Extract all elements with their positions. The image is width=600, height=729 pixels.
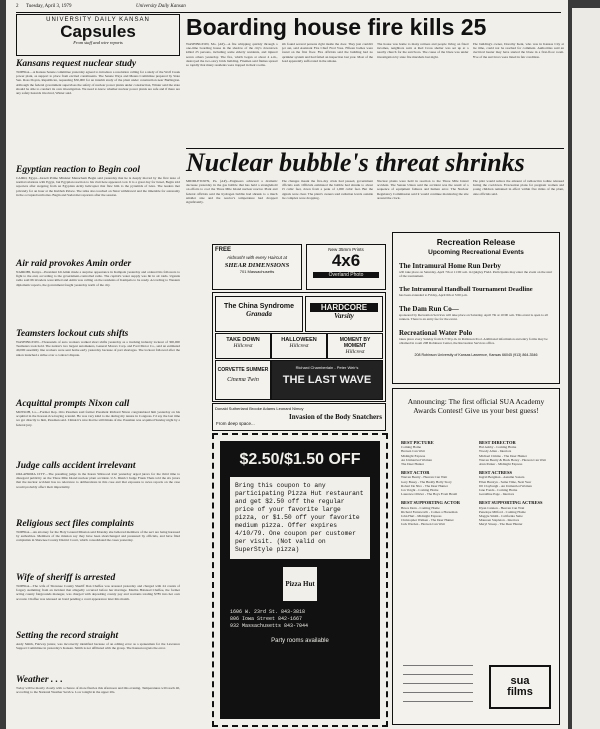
recreation-footer: 208 Robinson University of Kansas Lawrence, Kansas 66045 (913) 864-3546	[414, 353, 538, 357]
movie-venue: Richard Chamberlain - Peter Weir's	[295, 365, 359, 370]
nominee: Geraldine Page - Interiors	[479, 492, 515, 497]
movie-ads	[212, 292, 386, 402]
overland-name: Overland Photo	[313, 272, 379, 278]
nuclear-story-columns	[186, 179, 564, 237]
nominee: Midnight Express	[401, 453, 426, 458]
story-headline: Air raid provokes Amin order	[16, 259, 132, 269]
nominee: Christopher Walken - The Deer Hunter	[401, 518, 454, 523]
nominee: Ellen Burstyn - Same Time, Next Year	[479, 479, 532, 484]
nominee: Hal Ashby - Coming Home	[479, 445, 517, 450]
story-column: The pilot would reduce the amount of radioactive iodine released during the cooldown. Evacuation plans for pregnant women and young children remained in effect within five miles of the plant, state officials said.	[472, 179, 564, 196]
story-column: MIDDLETOWN, Pa. (AP)—Engineers achieved a dramatic decrease yesterday in the gas bubble that has held a stranglehold on efforts to cool the Three Mile Island nuclear reactor. Plant and federal officials said the hydrogen bubble had shrunk to a much smaller size and the reactor's temperature had dropped significantly.	[186, 179, 278, 205]
story-body: NAIROBI, Kenya—President Idi Amin made a surprise appearance in Kampala yesterday and ordered his followers to fight to the end, according to the government-controlled radio. The capital's water supply was hit in air raids. Uganda radio said 66 invaders were killed and Amin was calling on the residents of Kampala to be ready. According to Western diplomatic reports, the government fought yesterday north of the city.	[16, 270, 180, 287]
movie-venue: Hillcrest	[345, 349, 365, 355]
main-stories	[186, 14, 564, 725]
nominee: An Unmarried Woman	[401, 457, 432, 462]
story-body: Andy Smith, Fairway junior, was incorrectly identified because of an editing error as a spokesman for the Lawrence Support Committee in yesterday's Kansan. Smith is not affiliated with the group. The Kansan regrets the error.	[16, 642, 180, 651]
capsules-title: Capsules	[60, 22, 136, 41]
sua-films-logo	[489, 665, 551, 709]
issue-date: Tuesday, April 3, 1979	[26, 4, 72, 9]
fire-headline: Boarding house fire kills 25	[186, 14, 487, 40]
story-body: TOPEKA—The wife of Shawnee County Sheriff Dan Chaffee was arrested yesterday and charged with 24 counts of forgery stemming from an incident that allegedly occurred before her marriage. Martha Halstead Chaffee, the former acting county fairgrounds manager, was charged with depositing county pay and warrants totaling $785 into her own account. Chaffee was released on bond pending a court appearance later this month.	[16, 584, 180, 601]
ballot-categories	[401, 441, 551, 527]
pizza-coupon[interactable]	[212, 433, 388, 727]
capsule-story	[16, 461, 180, 516]
story-column: We found several persons right inside the door. They just couldn't get out, said Assistant Fire Chief Fred Voss. Fifteen bodies were found on the first floor. Fire officials said the building had no sprinkler system and had failed an inspection last year. Most of the dead apparently suffocated in the smoke.	[281, 42, 373, 63]
movie-ad	[215, 360, 271, 400]
film-title: Invasion of the Body Snatchers	[289, 413, 382, 421]
nominee: Penelope Milford - Coming Home	[479, 509, 526, 514]
story-body: MOSSOH, La.—Former Rep. Otto Passman said former President Richard Nixon congratulated him yesterday on his acquittal in the Korean rice-buying scandal. He was very kind to me during my tenure in Congress. I'd say the last time we got directly to him, Passman said. I think it's nice that he still thinks of me. Passman was acquitted Sunday night by a federal jury.	[16, 410, 180, 427]
capsule-story	[16, 675, 180, 708]
story-column: Nuclear plants were held in reaction to the Three Mile Island accident. The Senate Union said the accident was the result of a sequence of equipment failures and human error. The Nuclear Regulatory Commission said it would continue monitoring the site around the clock.	[377, 179, 469, 200]
recreation-events	[393, 262, 559, 350]
movie-venue: Granada	[246, 310, 272, 318]
running-head	[16, 3, 561, 13]
story-body: TOPEKA—A Kansas Senate committee yesterday agreed to introduce a resolution calling for a study of the Wolf Creek power plant, as support to place from excited constituents. The Senate Ways and Means Committee prepared by State Sen. Ross Doyen, Republican, requesting $50,000 for an interim study of the plant under construction near Burlington. Although the federal government supervises the safety of nuclear power plants under construction, Winter said the state should be able to conduct its own investigation. We need to know whether nuclear power plants are safe and if there are any safety hazards involved, Winter said.	[16, 70, 180, 96]
capsule-story	[16, 399, 180, 458]
story-headline: Setting the record straight	[16, 631, 119, 641]
capsules-kicker: UNIVERSITY DAILY KANSAN	[46, 17, 150, 23]
pizza-hut-logo: Pizza Hut	[283, 567, 317, 601]
coupon-offer: $2.50/$1.50 OFF	[239, 451, 361, 468]
recreation-title: Recreation Release	[436, 237, 516, 247]
movie-title: TAKE DOWN	[226, 337, 260, 343]
nominee: Warren Beatty - Heaven Can Wait	[401, 475, 448, 480]
ballot-category[interactable]	[479, 441, 551, 466]
nominee: Alan Parker - Midnight Express	[479, 462, 523, 467]
nominee: Jill Clayburgh - An Unmarried Woman	[479, 483, 532, 488]
sua-academy-awards-ad	[392, 388, 560, 725]
overland-line1: New 35mm Prints	[328, 247, 364, 252]
shear-text: Airbrush! with every Haircut at	[226, 255, 288, 260]
movie-venue: Hillcrest	[289, 343, 309, 349]
category-name: BEST PICTURE	[401, 440, 434, 445]
nominee: Jon Voight - Coming Home	[401, 488, 439, 493]
nominee: Maggie Smith - California Suite	[479, 514, 523, 519]
movie-venue: Cinema Twin	[227, 377, 259, 383]
movie-title: HARDCORE	[310, 303, 378, 312]
category-name: BEST ACTOR	[401, 470, 430, 476]
nominee: Bruce Dern - Coming Home	[401, 505, 440, 510]
category-name: BEST SUPPORTING ACTOR	[401, 500, 460, 506]
nominee: Gary Busey - The Buddy Holly Story	[401, 479, 452, 484]
cast-line: Donald Sutherland Brooke Adams Leonard Nimoy	[215, 406, 304, 411]
nominee: Richard Farnsworth - Comes a Horseman	[401, 509, 458, 514]
capsules-masthead	[16, 14, 180, 56]
capsule-story	[16, 59, 180, 162]
nominee: Ingrid Bergman - Autumn Sonata	[479, 475, 525, 480]
story-column: The changes meant the five-day crisis had passed, government officials said. Officials estimated the bubble had shrunk to about 15 cubic feet, down from a peak of 1,000 cubic feet. But the signals were clear. The plant's owners said radiation levels outside the complex were dropping.	[281, 179, 373, 200]
paper-name: University Daily Kansan	[136, 4, 186, 9]
movie-venue: Hillcrest	[233, 343, 253, 349]
movie-title: HALLOWEEN	[281, 337, 317, 343]
story-headline: Teamsters lockout cuts shifts	[16, 329, 129, 339]
fire-story-columns	[186, 42, 564, 142]
newspaper-page	[6, 0, 568, 729]
capsule-story	[16, 573, 180, 628]
page-number: 2	[16, 4, 19, 9]
capsule-story	[16, 519, 180, 570]
story-headline: Kansans request nuclear study	[16, 59, 137, 69]
free-label: FREE	[215, 247, 232, 253]
ballot-category[interactable]	[479, 471, 551, 496]
story-headline: Wife of sheriff is arrested	[16, 573, 116, 583]
store-address: 806 Iowa Street 842-1667	[230, 616, 303, 622]
capsules-byline: From staff and wire reports	[73, 40, 123, 45]
nominee: Jack Warden - Heaven Can Wait	[401, 522, 445, 527]
story-body: TOPEKA—An attorney for the Holy Ground Mission said Monday she believed members of the sect are being harassed by authorities. Members of the mission say they have been shortchanged and pressured by officials, and have filed complaints in Shawnee County District Court, which consolidated the cases yesterday.	[16, 530, 180, 543]
store-address: 1606 W. 23rd St. 843-3818	[230, 609, 306, 615]
nominee: Michael Cimino - The Deer Hunter	[479, 453, 527, 458]
nominee: Dyan Cannon - Heaven Can Wait	[479, 505, 525, 510]
store-address: 932 Massachusetts 843-7044	[230, 623, 309, 629]
party-rooms: Party rooms available	[271, 638, 329, 644]
coupon-text: Bring this coupon to any participating Pizza Hut restaurant and get $2.50 off the regular price of your favorite large pizza, or $1.50 off your favorite medium pizza. Offer expires 4/10/79. One coupon per customer per visit. (Not valid on SuperStyle pizza)	[230, 477, 370, 559]
story-headline: Acquittal prompts Nixon call	[16, 399, 130, 409]
story-headline: Religious sect files complaints	[16, 519, 134, 529]
shear-address: 701 Massachusetts	[239, 269, 275, 274]
movie-ad	[215, 333, 271, 359]
capsules-column	[16, 14, 180, 725]
movie-ad	[271, 360, 383, 400]
category-name: BEST SUPPORTING ACTRESS	[479, 500, 543, 506]
body-snatchers-ad	[212, 403, 386, 431]
event-detail: sponsored by Recreation Services will take place on Saturday, April 7th at 10:00 a.m. This event is open to all runners. There is an entry fee for the event.	[399, 313, 549, 322]
story-column: WASHINGTON, Mo. (AP)—A fire whipping quickly through a one-time boarding house in the shadow of the city's downtown killed 25 persons, including some elderly residents, and injured seven others yesterday. The fire, which began at about 4 a.m., destroyed the two-story brick building. Firemen said flames spread so rapidly that many residents were trapped in their rooms.	[186, 42, 278, 68]
event-detail: has been extended to Friday, April 6th at 5:00 p.m.	[399, 293, 468, 297]
event-detail: takes place every Sunday from 6-7:30 p.m. in Robinson Pool. Additional information and entry forms may be obtained in room 208 Robinson Center, the Recreation Services office.	[399, 337, 548, 346]
sua-announcement: Announcing: The first official SUA Academy Awards Contest! Give us your best guess!	[407, 397, 545, 415]
logo-text: sua films	[507, 675, 533, 698]
overland-photo-ad	[306, 244, 386, 290]
shear-name: SHEAR DIMENSIONS	[224, 262, 290, 269]
capsule-story	[16, 259, 180, 326]
nominee: The Deer Hunter	[401, 462, 424, 467]
event-name: The Dam Run Co—	[399, 305, 459, 313]
event-name: Recreational Water Polo	[399, 329, 473, 337]
weather-headline: Weather . . .	[16, 675, 63, 685]
movie-ad	[271, 333, 327, 359]
movie-title: The China Syndrome	[223, 303, 294, 310]
nominee: Laurence Olivier - The Boys From Brazil	[401, 492, 458, 497]
story-headline: Judge calls accident irrelevant	[16, 461, 136, 471]
recreation-subtitle: Upcoming Recreational Events	[428, 249, 524, 256]
nominee: Robert De Niro - The Deer Hunter	[401, 483, 448, 488]
nominee: Maureen Stapleton - Interiors	[479, 518, 520, 523]
movie-ad	[215, 296, 303, 332]
weather-body: Today will be mostly cloudy with a chance of more flurries this afternoon and this evening. Temperatures will reach 40, according to the National Weather Service. Low tonight in the upper 20s.	[16, 686, 180, 695]
story-body: WASHINGTON—Thousands of auto workers walked short shifts yesterday as a trucking industry lockout of 300,000 Teamsters took hold. The nation's two largest automakers, General Motors Corp. and Ford Motor Co., said an estimated 40,000 assembly line workers were sent home early yesterday because of part shortages. The lockout followed after the union launched a strike over a contract dispute.	[16, 340, 180, 357]
movie-title: CORVETTE SUMMER	[217, 367, 269, 373]
overland-big: 4x6	[331, 251, 361, 270]
story-body: OKLAHOMA CITY—The presiding judge in the Karen Silkwood trial yesterday urged jurors for the third time to disregard publicity on the Three Mile Island nuclear plant accident. U.S. District Judge Frank Theis told the six jurors that the nuclear accident has no relevance to deliberations in this case and that exposure to news reports on the case would probably affect their impartiality.	[16, 472, 180, 489]
shear-dimensions-ad	[212, 244, 302, 290]
nuclear-headline: Nuclear bubble's threat shrinks	[186, 148, 525, 177]
category-name: BEST DIRECTOR	[479, 440, 516, 445]
ballot-category[interactable]	[401, 471, 473, 496]
nominee: Coming Home	[401, 445, 422, 450]
category-name: BEST ACTRESS	[479, 470, 513, 476]
event-name: The Intramural Handball Tournament Deadline	[399, 286, 533, 293]
nominee: Warren Beatty & Buck Henry - Heaven Can Wait	[479, 457, 546, 462]
story-body: CAIRO, Egypt—Israeli Prime Minister Menachem Begin said yesterday that he is deeply moved by the first taste of normal relations with Egypt, but Egyptian reaction to his visit here appeared cool. It is a great day for Israel, Begin told reporters after stepping from an Egyptian Army helicopter that flew him to the pyramids of Giza. The leaders met privately for an hour at the Kubbeh Palace. The talks also touched on Sinai withdrawal and the timetable for autonomy in the occupied territories. Begin and Sadat met reporters after the session.	[16, 176, 180, 197]
nominee: Heaven Can Wait	[401, 449, 425, 454]
story-column: The house was home to many retirees and people living on fixed incomes, neighbors said. A Red Cross shelter was set up at a nearby church for the survivors. The cause of the blaze was under investigation by state fire marshals last night.	[377, 42, 469, 59]
ballot-category[interactable]	[479, 501, 551, 526]
movie-ad	[327, 333, 383, 359]
nominee: Woody Allen - Interiors	[479, 449, 512, 454]
ballot-category[interactable]	[401, 441, 473, 466]
ballot-category[interactable]	[401, 501, 473, 526]
recreation-release-ad	[392, 232, 560, 384]
story-headline: Egyptian reaction to Begin cool	[16, 165, 141, 175]
tagline: From deep space...	[216, 421, 255, 426]
movie-title: THE LAST WAVE	[282, 374, 372, 386]
coupon-panel	[220, 441, 380, 719]
capsule-story	[16, 631, 180, 672]
ballot-rules	[403, 657, 473, 707]
nominee: Meryl Streep - The Deer Hunter	[479, 522, 523, 527]
movie-venue: Varsity	[334, 312, 354, 320]
event-detail: will take place on Saturday, April 7th at 11:00 a.m. in Quigley Field. Participants may enter the event on the start of the tournament.	[399, 270, 553, 279]
nominee: John Hurt - Midnight Express	[401, 514, 442, 519]
adjacent-page-edge	[572, 8, 600, 729]
store-addresses	[230, 609, 370, 630]
movie-ad	[305, 296, 383, 332]
capsule-story	[16, 165, 180, 256]
nominee: Jane Fonda - Coming Home	[479, 488, 518, 493]
capsule-story	[16, 329, 180, 396]
movie-title: MOMENT BY MOMENT	[339, 337, 371, 349]
story-column: The building's owner, Dorothy Kent, who was in Kansas City at the time, could not be reached for comment. Authorities said an electrical heater may have started the blaze in a first-floor room. Five of the survivors were listed in fair condition.	[472, 42, 564, 59]
event-name: The Intramural Home Run Derby	[399, 262, 501, 270]
